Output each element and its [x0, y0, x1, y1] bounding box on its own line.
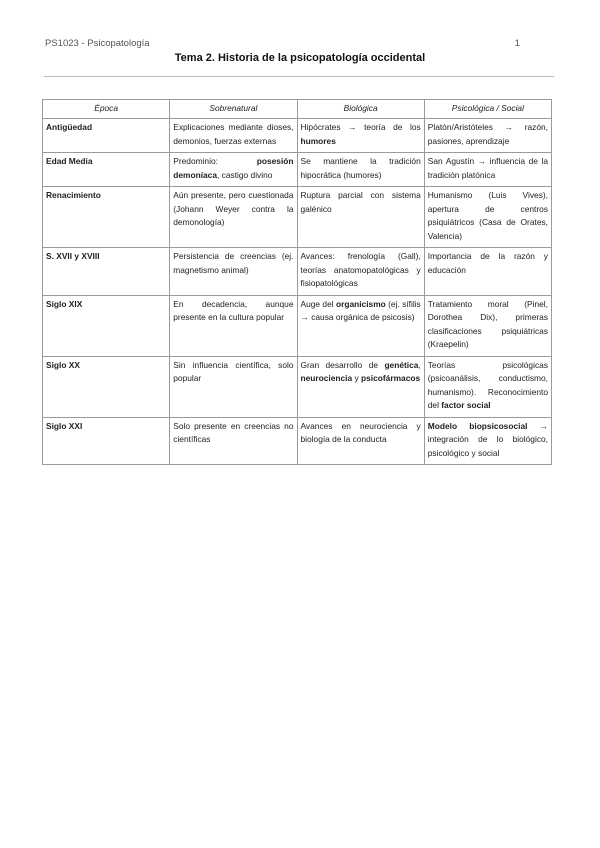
column-header-biologica: Biológica: [297, 100, 424, 119]
cell-text-bold: humores: [300, 135, 336, 146]
cell-text-bold: Modelo biopsicosocial: [427, 420, 528, 431]
cell-text: Avances en neurociencia y biología de la conducta: [300, 420, 421, 444]
cell-biologica: [297, 356, 424, 417]
cell-text: , castigo divino: [217, 169, 273, 180]
table-row: [43, 119, 552, 153]
cell-psicologica: [424, 417, 551, 465]
table-row: [43, 187, 552, 248]
cell-biologica: [297, 248, 424, 296]
cell-biologica: [297, 187, 424, 248]
cell-text: Explicaciones mediante dioses, demonios, fuerzas externas: [173, 122, 294, 146]
cell-text-bold: psicofármacos: [361, 373, 421, 383]
cell-psicologica: [424, 187, 551, 248]
document-title: Tema 2. Historia de la psicopatología occidental: [174, 52, 426, 64]
column-header-sobrenatural: Sobrenatural: [170, 100, 297, 119]
cell-sobrenatural: [170, 356, 297, 417]
cell-sobrenatural: [170, 153, 297, 187]
cell-epoca: Siglo XXI: [43, 417, 170, 465]
cell-epoca: Siglo XIX: [43, 295, 170, 356]
table-row: [43, 417, 552, 465]
table-row: [43, 153, 552, 187]
cell-text: y: [352, 373, 362, 383]
history-table: [42, 99, 552, 465]
cell-text: → integración de lo biológico, psicológico y social: [427, 420, 549, 458]
cell-biologica: [297, 119, 424, 153]
cell-biologica: [297, 417, 424, 465]
cell-text: Persistencia de creencias (ej. magnetismo animal): [173, 251, 294, 275]
cell-text: Teorías psicológicas (psicoanálisis, conductismo, humanismo). Reconocimiento del: [427, 359, 548, 410]
cell-epoca: S. XVII y XVIII: [43, 248, 170, 296]
cell-epoca: Siglo XX: [43, 356, 170, 417]
cell-text: Hipócrates → teoría de los: [300, 122, 421, 132]
table-header-row: [43, 100, 552, 119]
cell-text: Sin influencia científica, solo popular: [173, 359, 294, 383]
cell-text-bold: posesión demoníaca: [173, 156, 294, 180]
cell-psicologica: [424, 119, 551, 153]
cell-text: San Agustín → influencia de la tradición platónica: [427, 156, 548, 180]
cell-text: Platón/Aristóteles → razón, pasiones, aprendizaje: [427, 122, 548, 146]
table-row: [43, 356, 552, 417]
cell-text: (ej. sífilis → causa orgánica de psicosis): [300, 298, 421, 322]
cell-text-bold: genética: [384, 359, 419, 370]
cell-text: Predominio:: [173, 156, 257, 166]
cell-epoca: Edad Media: [43, 153, 170, 187]
cell-text: Humanismo (Luis Vives), apertura de centros psiquiátricos (Casa de Orates, Valencia): [427, 190, 548, 241]
column-header-psicologica: Psicológica / Social: [424, 100, 551, 119]
cell-biologica: [297, 153, 424, 187]
cell-text: ,: [418, 359, 421, 370]
cell-text-bold: organicismo: [335, 298, 386, 309]
cell-text: Se mantiene la tradición hipocrática (humores): [300, 156, 421, 180]
cell-sobrenatural: [170, 248, 297, 296]
cell-text: Auge del: [300, 298, 336, 309]
cell-sobrenatural: [170, 187, 297, 248]
cell-psicologica: [424, 356, 551, 417]
cell-biologica: [297, 295, 424, 356]
cell-text: Importancia de la razón y educación: [427, 251, 548, 275]
cell-text: Tratamiento moral (Pinel, Dorothea Dix), primeras clasificaciones psiquiátricas (Kraepelin): [427, 298, 548, 349]
cell-psicologica: [424, 295, 551, 356]
column-header-epoca: Época: [43, 100, 170, 119]
table-row: [43, 248, 552, 296]
cell-psicologica: [424, 248, 551, 296]
table-row: [43, 295, 552, 356]
cell-text: Aún presente, pero cuestionada (Johann Weyer contra la demonología): [173, 190, 294, 227]
cell-sobrenatural: [170, 417, 297, 465]
cell-epoca: Renacimiento: [43, 187, 170, 248]
cell-sobrenatural: [170, 295, 297, 356]
cell-text: Avances: frenología (Gall), teorías anatomopatológicas y fisiopatológicas: [300, 251, 421, 288]
cell-epoca: Antigüedad: [43, 119, 170, 153]
cell-text-bold: neurociencia: [300, 373, 353, 383]
title-divider: [44, 76, 554, 77]
cell-text-bold: factor social: [441, 400, 491, 410]
cell-text: En decadencia, aunque presente en la cultura popular: [173, 298, 294, 322]
cell-text: Gran desarrollo de: [300, 359, 385, 370]
cell-text: Ruptura parcial con sistema galénico: [300, 190, 421, 214]
cell-sobrenatural: [170, 119, 297, 153]
course-header: PS1023 - Psicopatología: [45, 38, 150, 49]
cell-text: Solo presente en creencias no científicas: [173, 420, 294, 444]
cell-psicologica: [424, 153, 551, 187]
page-number: 1: [514, 38, 520, 49]
